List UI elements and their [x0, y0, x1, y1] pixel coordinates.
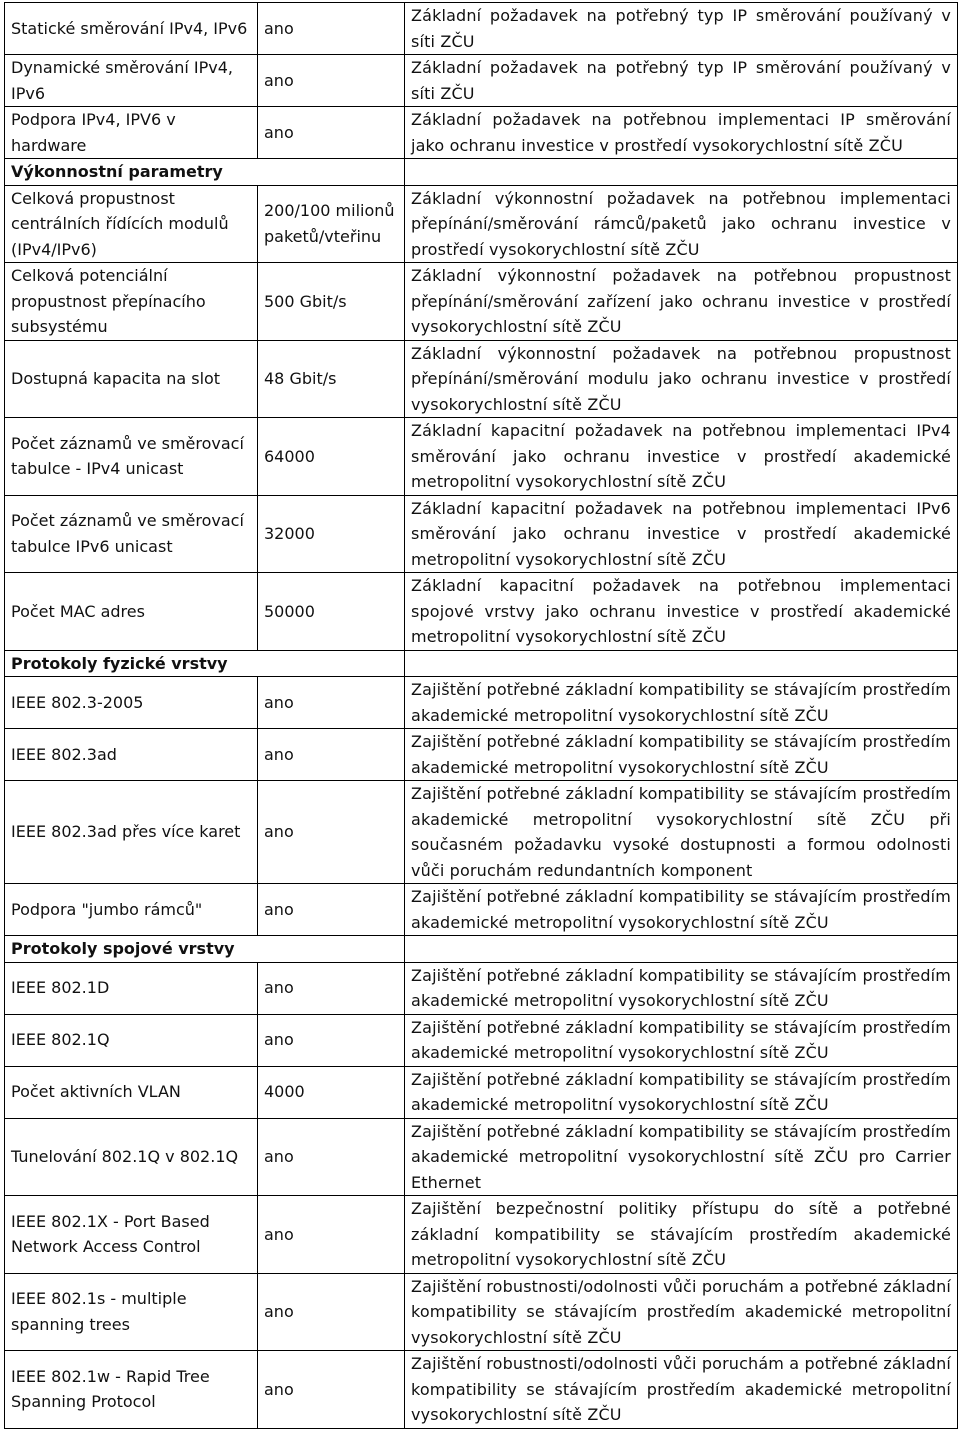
requirement-cell: Základní požadavek na potřebný typ IP směrování používaný v síti ZČU	[405, 3, 958, 55]
parameter-cell: IEEE 802.3-2005	[5, 677, 258, 729]
requirement-cell: Zajištění bezpečnostní politiky přístupu do sítě a potřebné základní kompatibility se stávajícím prostředím akademické metropolitní vysokorychlostní sítě ZČU	[405, 1196, 958, 1274]
section-empty-cell	[405, 650, 958, 677]
table-row	[5, 418, 958, 496]
section-header-row	[5, 159, 958, 186]
parameter-cell: IEEE 802.1D	[5, 962, 258, 1014]
requirement-cell: Základní výkonnostní požadavek na potřebnou propustnost přepínání/směrování modulu jako ochranu investice v prostředí vysokorychlostní sítě ZČU	[405, 340, 958, 418]
parameter-cell: Celková propustnost centrálních řídících modulů (IPv4/IPv6)	[5, 185, 258, 263]
parameter-cell: Počet záznamů ve směrovací tabulce - IPv4 unicast	[5, 418, 258, 496]
parameter-cell: Dynamické směrování IPv4, IPv6	[5, 55, 258, 107]
parameter-cell: Počet aktivních VLAN	[5, 1066, 258, 1118]
section-empty-cell	[405, 159, 958, 186]
requirement-cell: Základní kapacitní požadavek na potřebnou implementaci spojové vrstvy jako ochranu investice v prostředí akademické metropolitní vysokorychlostní sítě ZČU	[405, 573, 958, 651]
table-row	[5, 677, 958, 729]
requirement-cell: Základní kapacitní požadavek na potřebnou implementaci IPv4 směrování jako ochranu investice v prostředí akademické metropolitní vysokorychlostní sítě ZČU	[405, 418, 958, 496]
table-row	[5, 340, 958, 418]
value-cell: ano	[258, 781, 405, 884]
value-cell: ano	[258, 962, 405, 1014]
requirement-cell: Základní požadavek na potřebnou implementaci IP směrování jako ochranu investice v prostředí vysokorychlostní sítě ZČU	[405, 107, 958, 159]
value-cell: ano	[258, 1273, 405, 1351]
parameter-cell: IEEE 802.3ad přes více karet	[5, 781, 258, 884]
table-row	[5, 185, 958, 263]
parameter-cell: Podpora "jumbo rámců"	[5, 884, 258, 936]
table-row	[5, 495, 958, 573]
requirement-cell: Zajištění potřebné základní kompatibility se stávajícím prostředím akademické metropolitní vysokorychlostní sítě ZČU	[405, 1014, 958, 1066]
table-row	[5, 1273, 958, 1351]
requirement-cell: Zajištění robustnosti/odolnosti vůči poruchám a potřebné základní kompatibility se stávajícím prostředím akademické metropolitní vysokorychlostní sítě ZČU	[405, 1273, 958, 1351]
table-row	[5, 884, 958, 936]
section-title: Výkonnostní parametry	[5, 159, 405, 186]
value-cell: 32000	[258, 495, 405, 573]
requirement-cell: Zajištění potřebné základní kompatibility se stávajícím prostředím akademické metropolitní vysokorychlostní sítě ZČU	[405, 729, 958, 781]
requirement-cell: Zajištění potřebné základní kompatibility se stávajícím prostředím akademické metropolitní vysokorychlostní sítě ZČU	[405, 962, 958, 1014]
value-cell: ano	[258, 1351, 405, 1429]
requirement-cell: Zajištění potřebné základní kompatibility se stávajícím prostředím akademické metropolitní vysokorychlostní sítě ZČU	[405, 884, 958, 936]
table-row	[5, 573, 958, 651]
parameter-cell: Statické směrování IPv4, IPv6	[5, 3, 258, 55]
requirement-cell: Základní požadavek na potřebný typ IP směrování používaný v síti ZČU	[405, 55, 958, 107]
table-row	[5, 1196, 958, 1274]
value-cell: 48 Gbit/s	[258, 340, 405, 418]
requirement-cell: Zajištění robustnosti/odolnosti vůči poruchám a potřebné základní kompatibility se stávajícím prostředím akademické metropolitní vysokorychlostní sítě ZČU	[405, 1351, 958, 1429]
section-header-row	[5, 936, 958, 963]
parameter-cell: IEEE 802.1s - multiple spanning trees	[5, 1273, 258, 1351]
value-cell: 64000	[258, 418, 405, 496]
table-row	[5, 962, 958, 1014]
parameter-cell: Podpora IPv4, IPV6 v hardware	[5, 107, 258, 159]
parameter-cell: Tunelování 802.1Q v 802.1Q	[5, 1118, 258, 1196]
table-row	[5, 729, 958, 781]
requirement-cell: Základní kapacitní požadavek na potřebnou implementaci IPv6 směrování jako ochranu investice v prostředí akademické metropolitní vysokorychlostní sítě ZČU	[405, 495, 958, 573]
requirement-cell: Zajištění potřebné základní kompatibility se stávajícím prostředím akademické metropolitní vysokorychlostní sítě ZČU při současném požadavku vysoké dostupnosti a formou odolnosti vůči poruchám redundantních komponent	[405, 781, 958, 884]
value-cell: ano	[258, 1196, 405, 1274]
parameter-cell: Počet záznamů ve směrovací tabulce IPv6 unicast	[5, 495, 258, 573]
value-cell: 50000	[258, 573, 405, 651]
table-row	[5, 55, 958, 107]
parameter-cell: Celková potenciální propustnost přepínacího subsystému	[5, 263, 258, 341]
value-cell: ano	[258, 107, 405, 159]
table-row	[5, 3, 958, 55]
requirement-cell: Zajištění potřebné základní kompatibility se stávajícím prostředím akademické metropolitní vysokorychlostní sítě ZČU	[405, 1066, 958, 1118]
value-cell: 200/100 milionů paketů/vteřinu	[258, 185, 405, 263]
section-title: Protokoly fyzické vrstvy	[5, 650, 405, 677]
section-header-row	[5, 650, 958, 677]
value-cell: ano	[258, 1014, 405, 1066]
requirement-cell: Zajištění potřebné základní kompatibility se stávajícím prostředím akademické metropolitní vysokorychlostní sítě ZČU	[405, 677, 958, 729]
value-cell: ano	[258, 884, 405, 936]
parameter-cell: Dostupná kapacita na slot	[5, 340, 258, 418]
parameter-cell: IEEE 802.3ad	[5, 729, 258, 781]
table-row	[5, 781, 958, 884]
value-cell: ano	[258, 55, 405, 107]
value-cell: ano	[258, 1118, 405, 1196]
table-row	[5, 1351, 958, 1429]
requirement-cell: Základní výkonnostní požadavek na potřebnou propustnost přepínání/směrování zařízení jako ochranu investice v prostředí vysokorychlostní sítě ZČU	[405, 263, 958, 341]
value-cell: 500 Gbit/s	[258, 263, 405, 341]
table-row	[5, 263, 958, 341]
table-row	[5, 1066, 958, 1118]
requirements-table-body	[5, 3, 958, 1429]
section-title: Protokoly spojové vrstvy	[5, 936, 405, 963]
requirement-cell: Zajištění potřebné základní kompatibility se stávajícím prostředím akademické metropolitní vysokorychlostní sítě ZČU pro Carrier Ethernet	[405, 1118, 958, 1196]
parameter-cell: IEEE 802.1X - Port Based Network Access Control	[5, 1196, 258, 1274]
value-cell: ano	[258, 677, 405, 729]
value-cell: ano	[258, 729, 405, 781]
section-empty-cell	[405, 936, 958, 963]
value-cell: ano	[258, 3, 405, 55]
parameter-cell: IEEE 802.1w - Rapid Tree Spanning Protocol	[5, 1351, 258, 1429]
requirement-cell: Základní výkonnostní požadavek na potřebnou implementaci přepínání/směrování rámců/paketů jako ochranu investice v prostředí vysokorychlostní sítě ZČU	[405, 185, 958, 263]
parameter-cell: IEEE 802.1Q	[5, 1014, 258, 1066]
parameter-cell: Počet MAC adres	[5, 573, 258, 651]
table-row	[5, 1118, 958, 1196]
table-row	[5, 1014, 958, 1066]
value-cell: 4000	[258, 1066, 405, 1118]
table-row	[5, 107, 958, 159]
requirements-table	[4, 2, 958, 1429]
